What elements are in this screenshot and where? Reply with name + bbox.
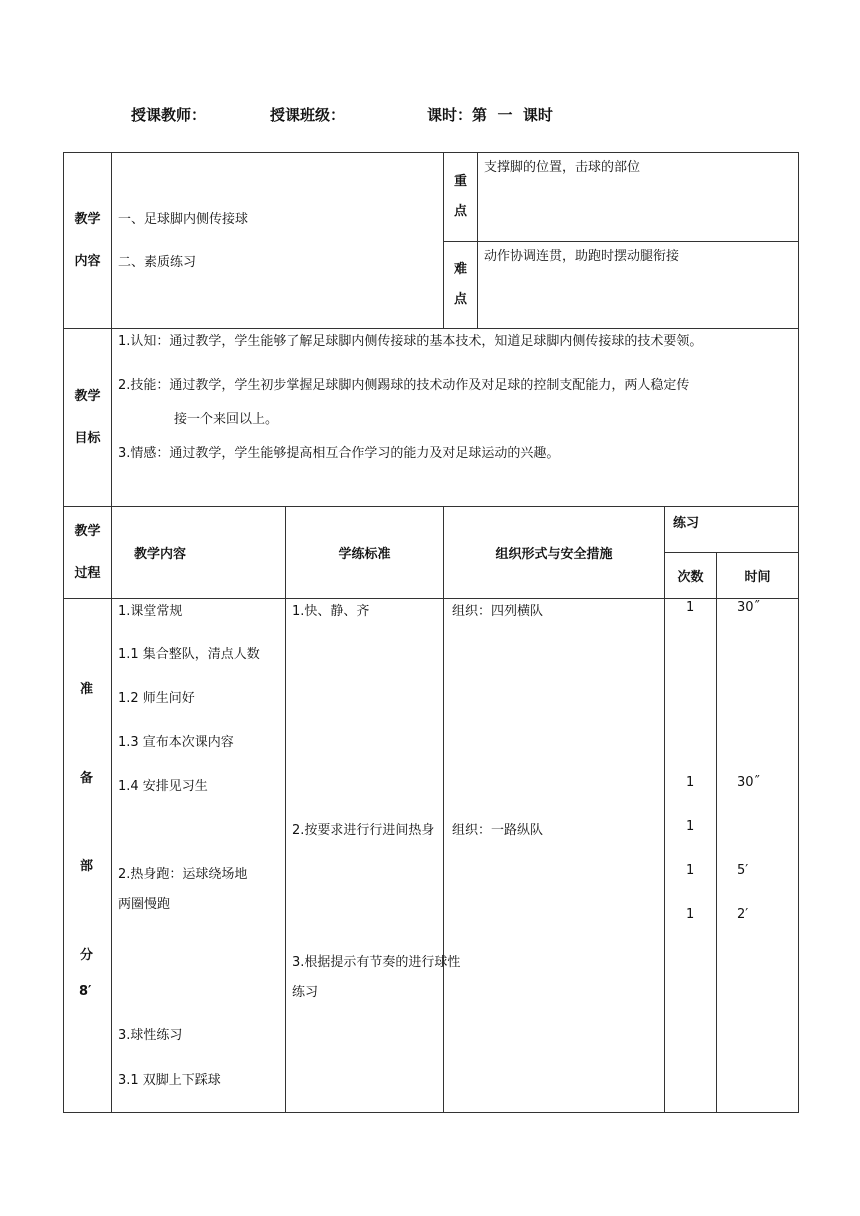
prep-times-value: 1 xyxy=(686,775,695,790)
key-point-text: 支撑脚的位置，击球的部位 xyxy=(478,153,799,242)
prep-times-value: 1 xyxy=(686,600,695,615)
lesson-plan-table xyxy=(63,152,799,1113)
prep-content-line: 3.球性练习 xyxy=(118,1028,183,1043)
content-item: 二、素质练习 xyxy=(118,254,197,270)
prep-content xyxy=(112,599,286,1113)
class-label: 授课班级： xyxy=(270,106,346,124)
goals-text xyxy=(112,329,799,507)
prep-durations xyxy=(717,599,799,1113)
prep-standard-line: 1.快、静、齐 xyxy=(292,604,370,619)
prep-content-line: 1.1 集合整队，清点人数 xyxy=(118,647,260,662)
process-label: 教学 过程 xyxy=(64,507,112,599)
content-items xyxy=(112,153,444,329)
col-time-header: 时间 xyxy=(717,553,799,599)
prep-org xyxy=(444,599,665,1113)
prep-label: 准 备 部 分 8′ xyxy=(64,599,112,1113)
prep-standard-line: 2.按要求进行行进间热身 xyxy=(292,823,435,838)
prep-content-line: 3.1 双脚上下踩球 xyxy=(118,1073,221,1088)
prep-duration-value: 2′ xyxy=(737,907,749,922)
prep-content-line: 2.热身跑：运球绕场地 xyxy=(118,867,248,882)
content-item: 一、足球脚内侧传接球 xyxy=(118,211,249,227)
col-content-header: 教学内容 xyxy=(112,507,286,599)
difficulty-text: 动作协调连贯，助跑时摆动腿衔接 xyxy=(478,242,799,329)
prep-standard-line: 练习 xyxy=(292,985,319,1000)
key-point-label: 重 点 xyxy=(444,153,478,242)
period-label: 课时：第 一 课时 xyxy=(427,106,553,124)
prep-times-value: 1 xyxy=(686,819,695,834)
content-label: 教学 内容 xyxy=(64,153,112,329)
prep-duration-value: 30˝ xyxy=(737,600,761,615)
prep-duration-value: 5′ xyxy=(737,863,749,878)
prep-times-value: 1 xyxy=(686,907,695,922)
goal-line: 2.技能：通过教学，学生初步掌握足球脚内侧踢球的技术动作及对足球的控制支配能力，两人稳定传 xyxy=(118,378,690,393)
col-standard-header: 学练标准 xyxy=(286,507,444,599)
prep-standard-line: 3.根据提示有节奏的进行球性 xyxy=(292,955,461,970)
prep-content-line: 1.3 宣布本次课内容 xyxy=(118,735,234,750)
prep-content-line: 1.课堂常规 xyxy=(118,604,183,619)
goal-line: 接一个来回以上。 xyxy=(174,412,279,427)
prep-org-line: 组织：四列横队 xyxy=(452,604,544,619)
prep-org-line: 组织：一路纵队 xyxy=(452,823,544,838)
goal-line: 1.认知：通过教学，学生能够了解足球脚内侧传接球的基本技术，知道足球脚内侧传接球的技术要领。 xyxy=(118,334,703,349)
col-times-header: 次数 xyxy=(665,553,717,599)
teacher-label: 授课教师： xyxy=(131,106,207,124)
prep-standard xyxy=(286,599,461,1113)
goal-line: 3.情感：通过教学，学生能够提高相互合作学习的能力及对足球运动的兴趣。 xyxy=(118,446,560,461)
col-org-header: 组织形式与安全措施 xyxy=(444,507,665,599)
prep-duration-value: 30˝ xyxy=(737,775,761,790)
goals-label: 教学 目标 xyxy=(64,329,112,507)
prep-content-line: 1.2 师生问好 xyxy=(118,691,195,706)
difficulty-label: 难 点 xyxy=(444,242,478,329)
col-practice-header: 练习 xyxy=(665,507,799,553)
prep-times xyxy=(665,599,717,1113)
prep-content-line: 两圈慢跑 xyxy=(118,897,171,912)
prep-content-line: 1.4 安排见习生 xyxy=(118,779,208,794)
prep-times-value: 1 xyxy=(686,863,695,878)
